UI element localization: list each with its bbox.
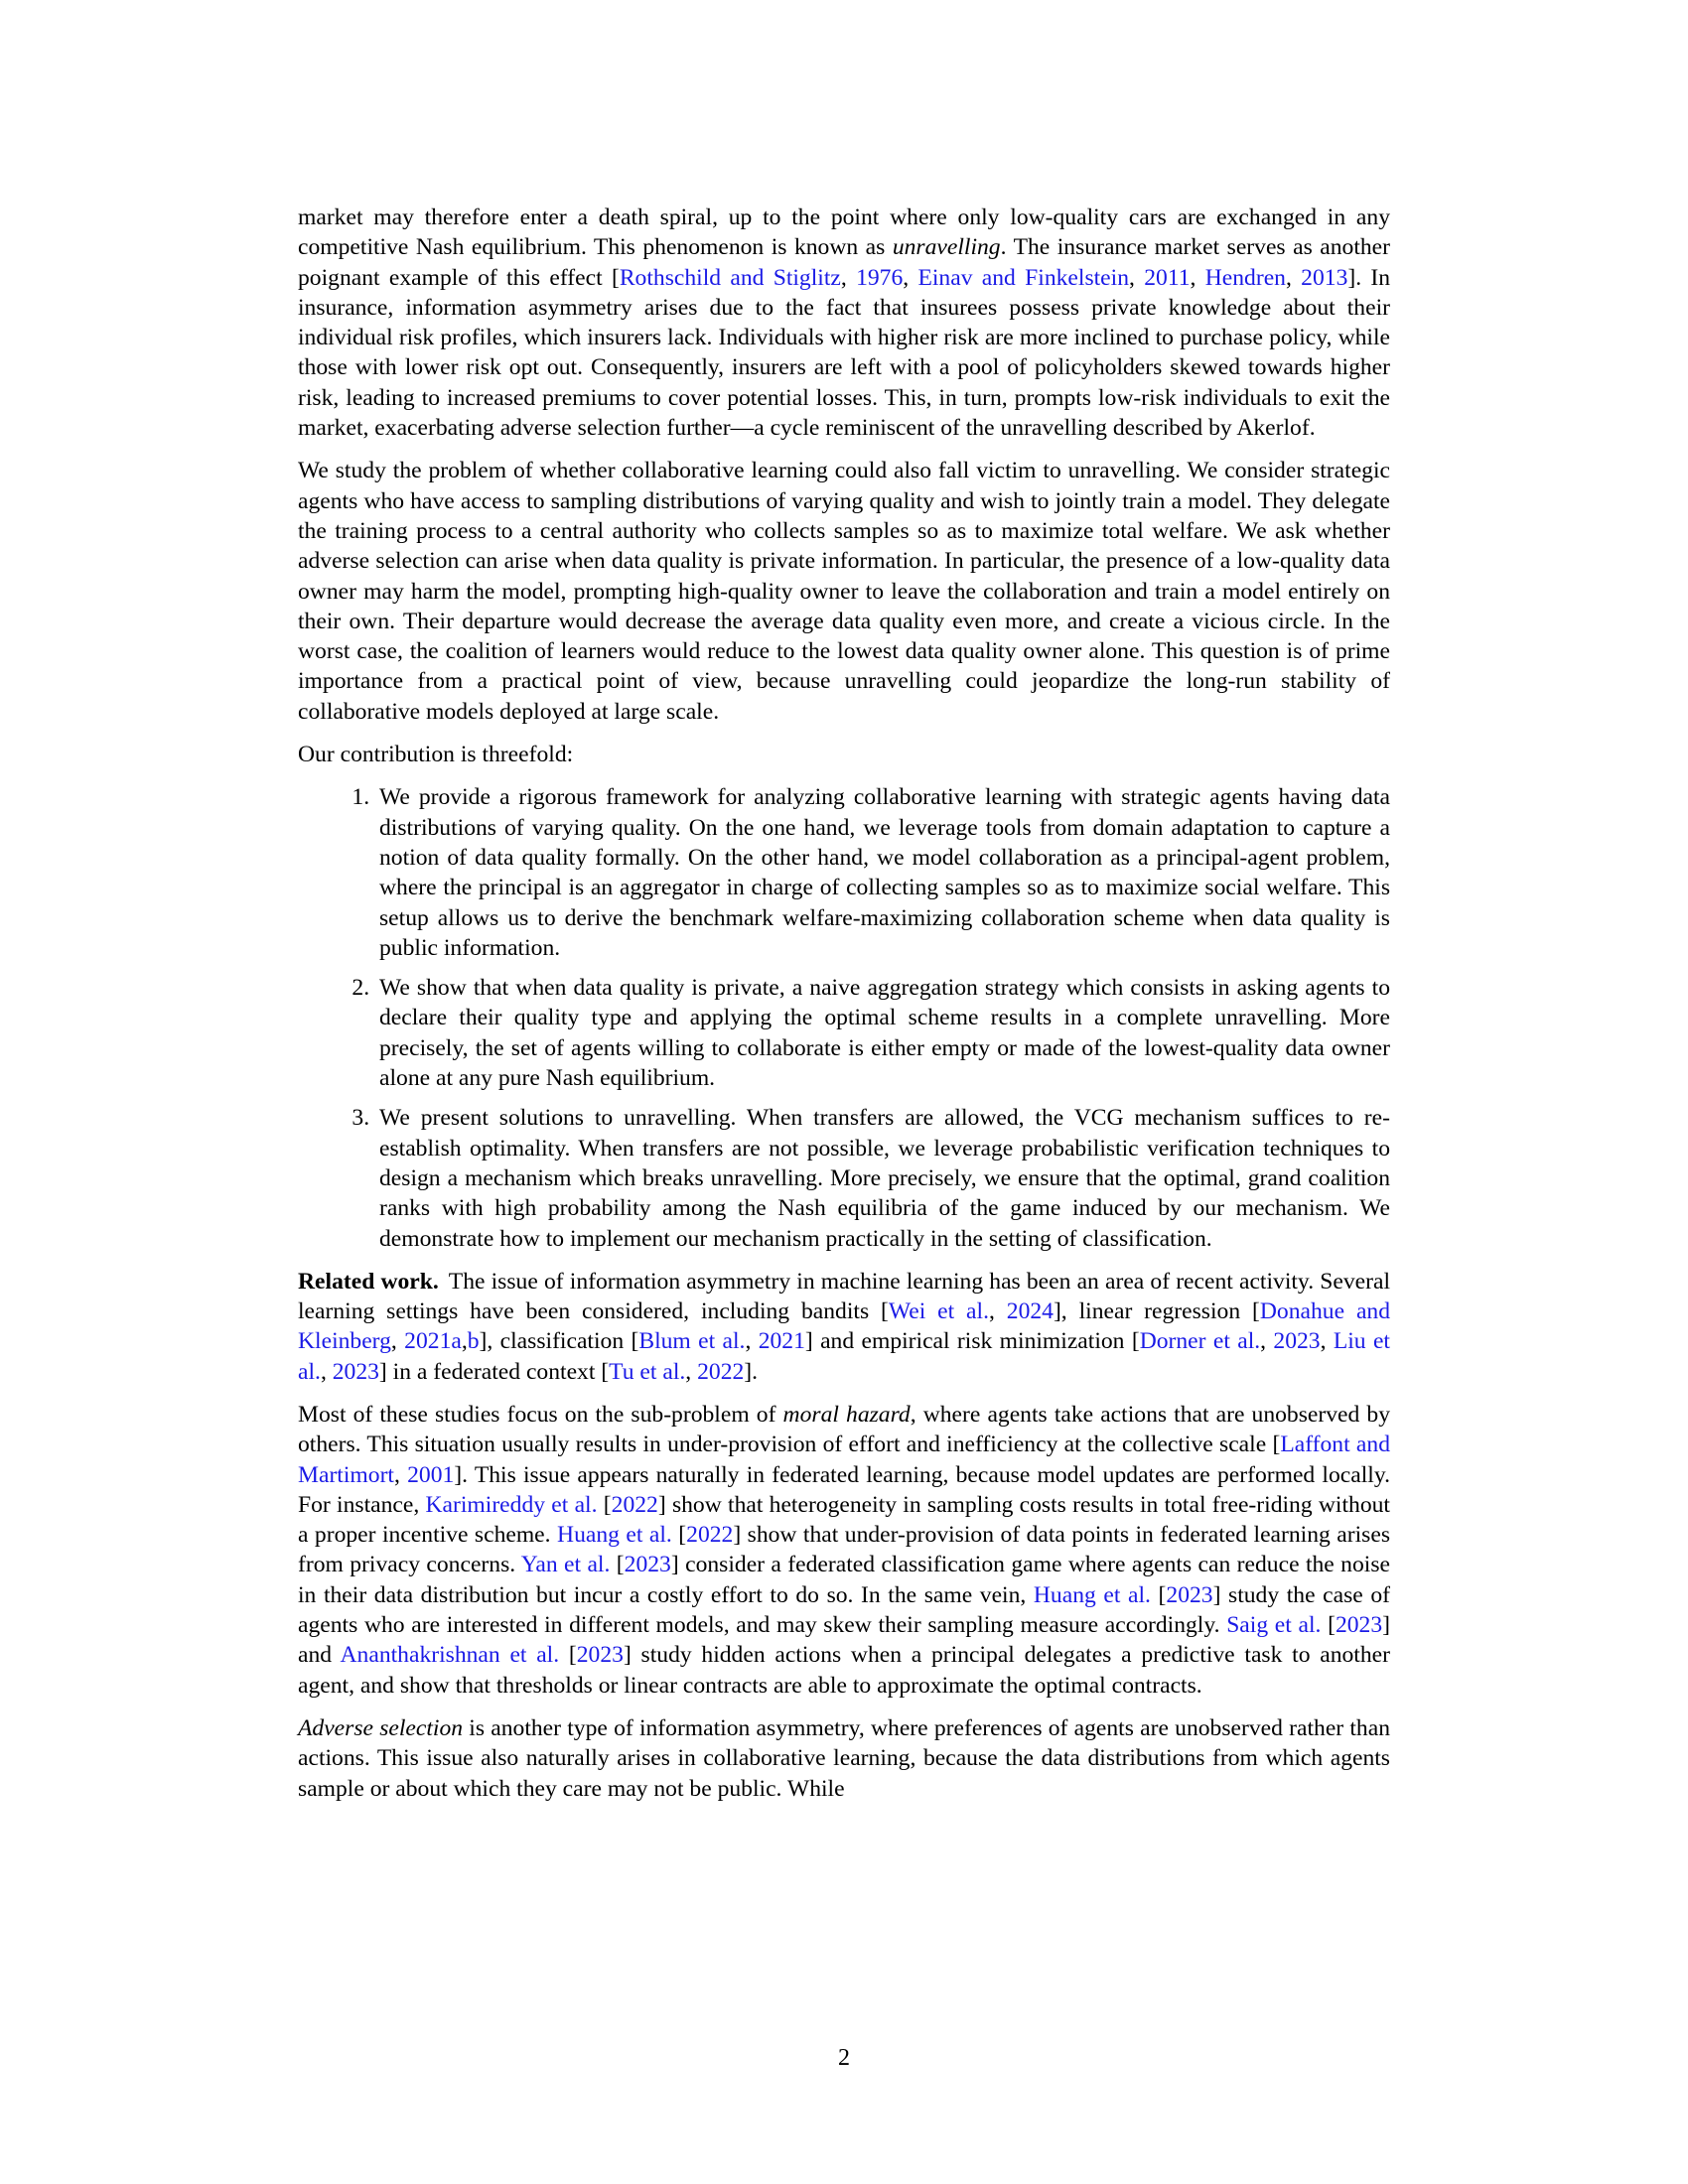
citation-link[interactable]: Dorner et al. xyxy=(1139,1328,1261,1355)
citation-link[interactable]: Rothschild and Stiglitz xyxy=(619,264,841,291)
citation-link[interactable]: 2023 xyxy=(1335,1612,1383,1639)
contributions-list xyxy=(298,782,1390,1253)
paragraph-contribution-intro: Our contribution is threefold: xyxy=(298,742,574,768)
citation-link[interactable]: 2023 xyxy=(1273,1328,1321,1355)
paragraph-problem-statement: We study the problem of whether collaborative learning could also fall victim to unravelling. We consider strategic agents who have access to sampling distributions of varying quality and wish to jointly train a model. They delegate the training process to a central authority who collects samples so as to maximize total welfare. We ask whether adverse selection can arise when data quality is private information. In particular, the presence of a low-quality data owner may harm the model, prompting high-quality owner to leave the collaboration and train a model entirely on their own. Their departure would decrease the average data quality even more, and create a vicious circle. In the worst case, the coalition of learners would reduce to the lowest data quality owner alone. This question is of prime importance from a practical point of view, because unravelling could jeopardize the long-run stability of collaborative models deployed at large scale. xyxy=(298,458,1390,725)
citation-link[interactable]: 1976 xyxy=(856,264,904,291)
citation-link[interactable]: Tu et al. xyxy=(609,1358,686,1385)
citation-link[interactable]: 2001 xyxy=(407,1461,455,1488)
paper-page xyxy=(298,203,1390,1817)
paragraph-insurance-unravelling: market may therefore enter a death spiral, up to the point where only low-quality cars are exchanged in any competitive Nash equilibrium. This phenomenon is known as unravelling. The insurance market serves as another poignant example of this effect [Rothschild and Stiglitz, 1976, Einav and Finkelstein, 2011, Hendren, 2013]. In insurance, information asymmetry arises due to the fact that insurees possess private knowledge about their individual risk profiles, which insurers lack. Individuals with higher risk are more inclined to purchase policy, while those with lower risk opt out. Consequently, insurers are left with a pool of policyholders skewed towards higher risk, leading to increased premiums to cover potential losses. This, in turn, prompts low-risk individuals to exit the market, exacerbating adverse selection further—a cycle reminiscent of the unravelling described by Akerlof. xyxy=(298,205,1391,442)
page-number: 2 xyxy=(838,2045,850,2071)
citation-link[interactable]: Einav and Finkelstein xyxy=(917,264,1130,291)
citation-link[interactable]: 2023 xyxy=(332,1358,379,1385)
citation-link[interactable]: 2024 xyxy=(1006,1298,1054,1325)
contribution-item-3: 3. We present solutions to unravelling. When transfers are allowed, the VCG mechanism suffices to re-establish optimality. When transfers are not possible, we leverage probabilistic verification techniques to design a mechanism which breaks unravelling. More precisely, we ensure that the optimal, grand coalition ranks with high probability among the Nash equilibria of the game induced by our mechanism. We demonstrate how to implement our mechanism practically in the setting of classification. xyxy=(375,1103,1390,1253)
citation-link[interactable]: 2021a xyxy=(404,1328,462,1355)
paragraph-moral-hazard: Most of these studies focus on the sub-problem of moral hazard, where agents take actions that are unobserved by others. This situation usually results in under-provision of effort and inefficiency at the collective scale [Laffont and Martimort, 2001]. This issue appears naturally in federated learning, because model updates are performed locally. For instance, Karimireddy et al. [2022] show that heterogeneity in sampling costs results in total free-riding without a proper incentive scheme. Huang et al. [2022] show that under-provision of data points in federated learning arises from privacy concerns. Yan et al. [2023] consider a federated classification game where agents can reduce the noise in their data distribution but incur a costly effort to do so. In the same vein, Huang et al. [2023] study the case of agents who are interested in different models, and may skew their sampling measure accordingly. Saig et al. [2023] and Ananthakrishnan et al. [2023] study hidden actions when a principal delegates a predictive task to another agent, and show that thresholds or linear contracts are able to approximate the optimal contracts. xyxy=(298,1401,1391,1699)
contribution-item-1: 1. We provide a rigorous framework for analyzing collaborative learning with strategic agents having data distributions of varying quality. On the one hand, we leverage tools from domain adaptation to capture a notion of data quality formally. On the other hand, we model collaboration as a principal-agent problem, where the principal is an aggregator in charge of collecting samples so as to maximize social welfare. This setup allows us to derive the benchmark welfare-maximizing collaboration scheme when data quality is public information. xyxy=(375,782,1390,963)
citation-link[interactable]: 2013 xyxy=(1301,264,1348,291)
citation-link[interactable]: Ananthakrishnan et al. xyxy=(340,1642,560,1669)
citation-link[interactable]: 2022 xyxy=(686,1522,734,1549)
citation-link[interactable]: Blum et al. xyxy=(638,1328,746,1355)
citation-link[interactable]: Wei et al. xyxy=(888,1298,989,1325)
citation-link[interactable]: 2023 xyxy=(1166,1581,1213,1608)
citation-link[interactable]: Yan et al. xyxy=(520,1552,611,1578)
citation-link[interactable]: Huang et al. xyxy=(1033,1581,1151,1608)
citation-link[interactable]: 2021 xyxy=(758,1328,805,1355)
emphasis-term: Adverse selection xyxy=(298,1714,464,1741)
paragraph-related-work xyxy=(298,1267,1390,1387)
citation-link[interactable]: 2022 xyxy=(697,1358,745,1385)
citation-link[interactable]: b xyxy=(467,1328,480,1355)
emphasis-term: unravelling xyxy=(892,234,1001,261)
related-work-body: The issue of information asymmetry in machine learning has been an area of recent activity. Several learning settings have been considered, including bandits [Wei et al., 2024], linear regression [Donahue and Kleinberg, 2021a,b], classification [Blum et al., 2021] and empirical risk minimization [Dorner et al., 2023, Liu et al., 2023] in a federated context [Tu et al., 2022]. xyxy=(298,1268,1391,1385)
citation-link[interactable]: Huang et al. xyxy=(557,1522,672,1549)
citation-link[interactable]: Hendren xyxy=(1204,264,1286,291)
citation-link[interactable]: Laffont and Martimort xyxy=(298,1432,1390,1488)
citation-link[interactable]: Donahue and Kleinberg xyxy=(298,1298,1391,1355)
contribution-item-2: 2. We show that when data quality is private, a naive aggregation strategy which consists in asking agents to declare their quality type and applying the optimal scheme results in a complete unravelling. More precisely, the set of agents willing to collaborate is either empty or made of the lowest-quality data owner alone at any pure Nash equilibrium. xyxy=(375,973,1390,1093)
citation-link[interactable]: 2023 xyxy=(624,1552,671,1578)
related-work-heading: Related work. xyxy=(298,1268,439,1295)
citation-link[interactable]: Karimireddy et al. xyxy=(425,1491,598,1518)
citation-link[interactable]: Saig et al. xyxy=(1226,1612,1322,1639)
citation-link[interactable]: 2011 xyxy=(1144,264,1191,291)
citation-link[interactable]: 2023 xyxy=(576,1642,624,1669)
emphasis-term: moral hazard xyxy=(782,1401,911,1428)
citation-link[interactable]: 2022 xyxy=(611,1491,658,1518)
citation-link[interactable]: Liu et al. xyxy=(298,1328,1390,1385)
paragraph-adverse-selection: Adverse selection is another type of information asymmetry, where preferences of agents are unobserved rather than actions. This issue also naturally arises in collaborative learning, because the data distributions from which agents sample or about which they care may not be public. While xyxy=(298,1714,1390,1802)
